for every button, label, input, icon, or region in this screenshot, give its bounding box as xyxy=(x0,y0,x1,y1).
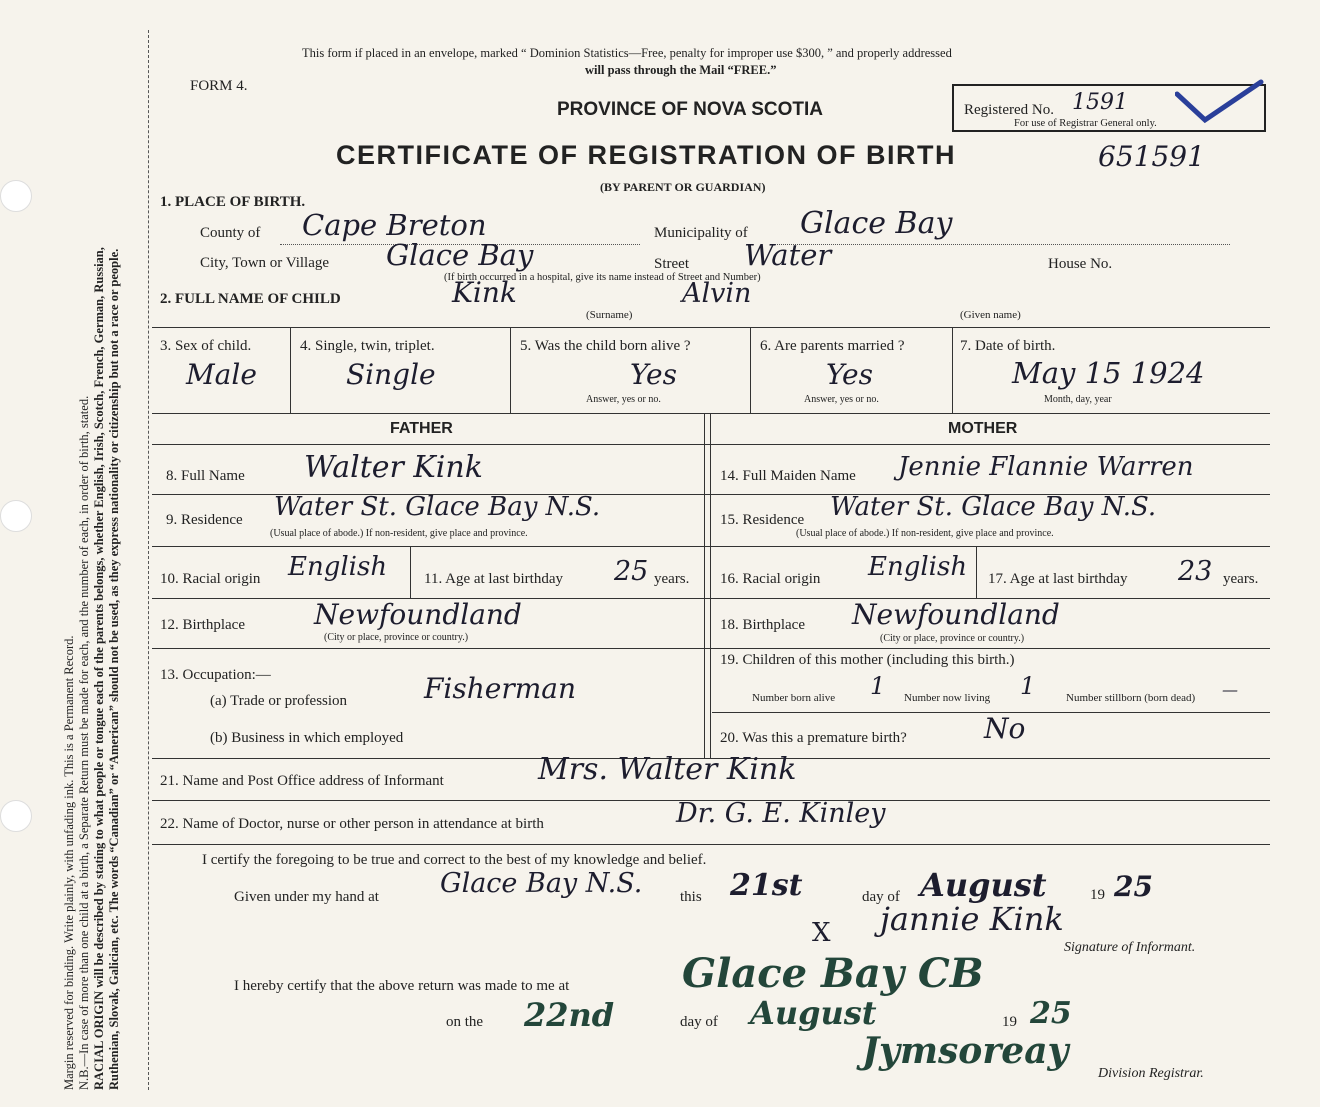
certify-day-value: 21st xyxy=(730,868,803,903)
mother-years-label: years. xyxy=(1223,571,1259,587)
municipality-underline xyxy=(770,244,1230,245)
margin-line-1: Margin reserved for binding. Write plainly, with unfading ink. This is a Permanent Record. xyxy=(62,635,76,1090)
rule-row1-div-3 xyxy=(750,327,751,413)
rule-heading-bottom xyxy=(152,444,1270,445)
stillborn-value: — xyxy=(1222,680,1238,699)
father-age-value: 25 xyxy=(614,556,649,587)
rule-row1-div-4 xyxy=(952,327,953,413)
registrar-caption: Division Registrar. xyxy=(1098,1066,1204,1081)
rule-center-a xyxy=(704,413,705,758)
born-alive-value: Yes xyxy=(630,358,677,391)
county-value: Cape Breton xyxy=(302,208,487,242)
surname-caption: (Surname) xyxy=(586,309,633,321)
parents-married-label: 6. Are parents married ? xyxy=(760,338,905,354)
certificate-title: CERTIFICATE OF REGISTRATION OF BIRTH xyxy=(336,140,956,170)
mother-age-value: 23 xyxy=(1178,556,1213,587)
city-label: City, Town or Village xyxy=(200,255,330,271)
rule-row1-bottom xyxy=(152,413,1270,414)
form-number: FORM 4. xyxy=(190,78,248,94)
stillborn-label: Number stillborn (born dead) xyxy=(1066,692,1196,704)
house-number-label: House No. xyxy=(1048,256,1113,272)
margin-notes xyxy=(62,40,122,1090)
premature-label: 20. Was this a premature birth? xyxy=(720,730,907,746)
date-of-birth-label: 7. Date of birth. xyxy=(960,338,1056,354)
mother-name-value: Jennie Flannie Warren xyxy=(898,452,1194,482)
father-birthplace-label: 12. Birthplace xyxy=(160,617,245,633)
registrar-day-value: 22nd xyxy=(524,996,615,1034)
given-place-value: Glace Bay N.S. xyxy=(440,868,643,899)
father-residence-label: 9. Residence xyxy=(166,512,243,528)
informant-label: 21. Name and Post Office address of Informant xyxy=(160,773,444,789)
province-title: PROVINCE OF NOVA SCOTIA xyxy=(557,99,824,120)
date-of-birth-value: May 15 1924 xyxy=(1012,356,1205,390)
father-birthplace-value: Newfoundland xyxy=(314,598,522,631)
father-years-label: years. xyxy=(654,571,690,587)
informant-value: Mrs. Walter Kink xyxy=(538,752,797,787)
sex-value: Male xyxy=(186,358,257,391)
rule-row1-div-1 xyxy=(290,327,291,413)
certify-day-of-label: day of xyxy=(862,889,900,905)
sex-label: 3. Sex of child. xyxy=(160,338,252,354)
binding-hole-top xyxy=(0,180,32,212)
father-birthplace-caption: (City or place, province or country.) xyxy=(324,632,469,643)
registrar-year-value: 25 xyxy=(1030,996,1072,1031)
registrar-day-of-label: day of xyxy=(680,1014,718,1030)
father-residence-caption: (Usual place of abode.) If non-resident, give place and province. xyxy=(270,528,528,539)
binding-hole-middle xyxy=(0,500,32,532)
registrar-year-prefix: 19 xyxy=(1002,1014,1017,1030)
certificate-number: 651591 xyxy=(1098,140,1205,173)
born-alive-label: 5. Was the child born alive ? xyxy=(520,338,691,354)
municipality-label: Municipality of xyxy=(654,225,748,241)
full-name-label: 2. FULL NAME OF CHILD xyxy=(160,291,341,307)
margin-line-2: N.B.—In case of more than one child at a birth, a Separate Return must be made for each, and the number of each, in order of birth, stated. xyxy=(77,395,91,1090)
street-value: Water xyxy=(744,238,832,272)
informant-signature: jannie Kink xyxy=(880,900,1064,938)
born-alive-caption: Answer, yes or no. xyxy=(586,394,661,405)
child-given-name: Alvin xyxy=(682,278,752,309)
mother-residence-label: 15. Residence xyxy=(720,512,805,528)
county-label: County of xyxy=(200,225,261,241)
certify-month-value: August xyxy=(920,866,1047,904)
rule-row22-bottom xyxy=(152,844,1270,845)
municipality-value: Glace Bay xyxy=(800,206,953,241)
now-living-label: Number now living xyxy=(904,692,991,704)
hospital-note: (If birth occurred in a hospital, give its name instead of Street and Number) xyxy=(444,272,761,283)
given-under-label: Given under my hand at xyxy=(234,889,379,905)
born-alive-count-label: Number born alive xyxy=(752,692,836,704)
registrar-use-note: For use of Registrar General only. xyxy=(1014,118,1157,129)
mother-residence-caption: (Usual place of abode.) If non-resident, give place and province. xyxy=(796,528,1054,539)
rule-row1-div-2 xyxy=(510,327,511,413)
occupation-label: 13. Occupation:— xyxy=(160,667,271,683)
rule-row9-bottom xyxy=(152,546,1270,547)
date-of-birth-caption: Month, day, year xyxy=(1044,394,1112,405)
doctor-label: 22. Name of Doctor, nurse or other person in attendance at birth xyxy=(160,816,544,832)
father-racial-value: English xyxy=(288,552,388,582)
street-label: Street xyxy=(654,256,689,272)
certificate-subtitle: (BY PARENT OR GUARDIAN) xyxy=(600,180,766,194)
father-racial-label: 10. Racial origin xyxy=(160,571,261,587)
mother-residence-value: Water St. Glace Bay N.S. xyxy=(830,492,1157,522)
checkmark-icon xyxy=(1175,78,1265,126)
mother-birthplace-value: Newfoundland xyxy=(852,598,1060,631)
binding-hole-bottom xyxy=(0,800,32,832)
rule-row16-div-mother xyxy=(976,546,977,598)
trade-value: Fisherman xyxy=(424,672,577,705)
given-name-caption: (Given name) xyxy=(960,309,1021,321)
mail-notice-1: This form if placed in an envelope, marked “ Dominion Statistics—Free, penalty for improper use $300, ” and properly addressed xyxy=(302,46,952,60)
registrar-signature: Jymsoreay xyxy=(862,1030,1069,1072)
certify-year-prefix: 19 xyxy=(1090,887,1105,903)
plurality-label: 4. Single, twin, triplet. xyxy=(300,338,435,354)
signature-mark: X xyxy=(812,918,831,948)
father-heading: FATHER xyxy=(390,420,453,437)
registrar-statement: I hereby certify that the above return was made to me at xyxy=(234,978,570,994)
mother-name-label: 14. Full Maiden Name xyxy=(720,468,856,484)
this-label: this xyxy=(680,889,702,905)
business-label: (b) Business in which employed xyxy=(210,730,404,746)
father-name-value: Walter Kink xyxy=(304,450,483,485)
margin-line-3: RACIAL ORIGIN will be described by stating to what people or tongue each of the parents belongs, whether English, Irish, Scotch, French, German, Russian, xyxy=(92,247,106,1090)
informant-signature-caption: Signature of Informant. xyxy=(1064,940,1196,955)
plurality-value: Single xyxy=(346,358,436,391)
mother-age-label: 17. Age at last birthday xyxy=(988,571,1128,587)
father-age-label: 11. Age at last birthday xyxy=(424,571,563,587)
registrar-on-the-label: on the xyxy=(446,1014,484,1030)
children-label: 19. Children of this mother (including this birth.) xyxy=(720,652,1015,668)
father-name-label: 8. Full Name xyxy=(166,468,245,484)
rule-center-b xyxy=(710,413,711,758)
certify-year-value: 25 xyxy=(1114,870,1153,903)
now-living-value: 1 xyxy=(1020,672,1036,700)
rule-row10-div-father xyxy=(410,546,411,598)
registrar-month-value: August xyxy=(750,994,877,1032)
place-of-birth-label: 1. PLACE OF BIRTH. xyxy=(160,194,306,210)
margin-rule xyxy=(148,30,149,1090)
registrar-place-value: Glace Bay CB xyxy=(682,950,984,997)
premature-value: No xyxy=(984,712,1026,745)
father-residence-value: Water St. Glace Bay N.S. xyxy=(274,492,601,522)
margin-line-4: Ruthenian, Slovak, Galician, etc. The words “Canadian” or “American” should not be used, as they express nationality or citizenship but not a race or people. xyxy=(107,248,121,1090)
mother-racial-label: 16. Racial origin xyxy=(720,571,821,587)
city-value: Glace Bay xyxy=(386,238,534,272)
registered-label: Registered No. xyxy=(964,102,1054,118)
mother-birthplace-label: 18. Birthplace xyxy=(720,617,805,633)
mother-birthplace-caption: (City or place, province or country.) xyxy=(880,633,1025,644)
born-alive-count-value: 1 xyxy=(870,672,886,700)
trade-label: (a) Trade or profession xyxy=(210,693,348,709)
doctor-value: Dr. G. E. Kinley xyxy=(676,798,886,829)
mother-heading: MOTHER xyxy=(948,420,1018,437)
parents-married-value: Yes xyxy=(826,358,873,391)
child-surname: Kink xyxy=(452,276,517,309)
certify-statement: I certify the foregoing to be true and correct to the best of my knowledge and belief. xyxy=(202,852,707,868)
rule-row1-top xyxy=(152,327,1270,328)
registered-value: 1591 xyxy=(1072,90,1128,115)
rule-row12-bottom xyxy=(152,648,1270,649)
parents-married-caption: Answer, yes or no. xyxy=(804,394,879,405)
mother-racial-value: English xyxy=(868,552,968,582)
mail-notice-2: will pass through the Mail “FREE.” xyxy=(585,63,777,77)
